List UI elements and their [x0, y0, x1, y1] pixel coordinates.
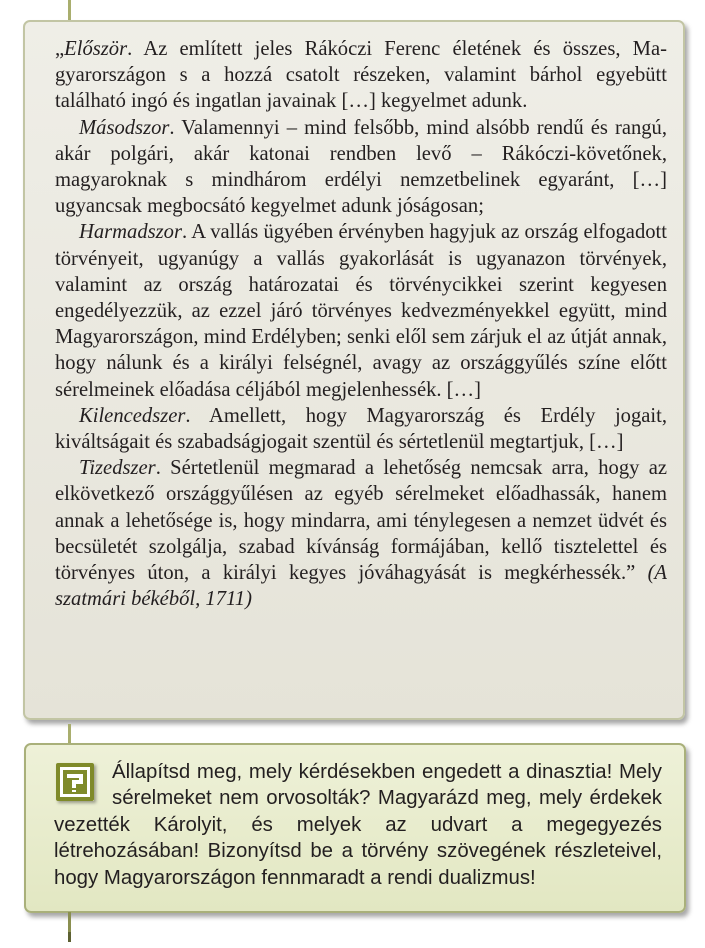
quote-text-5: . Sértetlenül megmarad a lehetőség nemcsak arra, hogy az elkövetkező országgyűlésen az egyéb sérelmeket előadhassák, hanem annak a lehetősége is, hogy mindarra, ami ténylegesen a nemzet üdvét és becsületét szolgálja, szabad kívánság formájában, kellő tisztelettel és törvényes úton, a királyi kegyes jóváhagyását is megkérhessék.” — [55, 457, 667, 585]
quote-paragraph-5 — [55, 455, 667, 612]
quote-text-1: . Az említett jeles Rákóczi Ferenc életének és összes, Magyarországon s a hozzá csatolt részeken, valamint bárhol egyebütt található ingó és ingatlan javainak […] kegyelmet adunk. — [55, 38, 667, 113]
quote-text-3: . A vallás ügyében érvényben hagyjuk az ország elfogadott törvényeit, ugyanúgy a vallás gyakorlását is ugyanazon törvények, valamint az ország határozatai és törvénycikkei szerint kegyesen engedélyezzük, az ezzel járó törvényes kedvezményekkel együtt, mind Magyarországon, mind Erdélyben; senki elől sem zárjuk el az útját annak, hogy nálunk és a királyi felségnél, avagy az országgyűlés színe előtt sérelmeinek előadása céljából megjelenhessék. […] — [55, 221, 667, 401]
quote-label-4: Kilencedszer — [79, 404, 186, 427]
quote-label-2: Másodszor — [79, 116, 170, 139]
quote-text-4: . Amellett, hogy Magyarország és Erdély jogait, kiváltságait és szabadságjogait szentül és sértetlenül megtartjuk, […] — [55, 404, 667, 454]
quote-source: (A szatmári békéből, 1711) — [55, 562, 667, 611]
quote-paragraph-4 — [55, 403, 667, 455]
question-icon — [56, 763, 94, 801]
quote-paragraph-3 — [55, 219, 667, 402]
source-quote-box — [23, 20, 685, 720]
quote-text-2: . Valamennyi – mind felsőbb, mind alsóbb rendű és rangú, akár polgári, akár katonai rendben levő – Rákóczi-követőnek, magyaroknak s mindhárom erdélyi nemzetbelinek egyaránt, […] ugyancsak megbocsátó kegyelmet adunk jóságosan; — [55, 116, 667, 218]
quote-paragraph-1: „Először. Az említett jeles Rákóczi Ferenc életének és összes, Magyarországon s a hozzá csatolt részeken, valamint bárhol egyebütt található ingó és ingatlan javainak […] kegyelmet adunk. — [55, 38, 667, 113]
quote-label-3: Harmadszor — [79, 221, 182, 244]
quote-label-1: Először — [64, 38, 128, 60]
quote-label-5: Tizedszer — [79, 457, 156, 480]
margin-line-top — [68, 0, 71, 22]
margin-line-bottom — [68, 912, 71, 942]
quote-paragraph-2 — [55, 115, 667, 220]
question-text: Állapítsd meg, mely kérdésekben engedett a dinasztia! Mely sérelmeket nem orvosolták? Magyarázd meg, mely érdekek vezették Károlyit, és melyek az udvart a megegyezés létrehozásában! Bizonyítsd be a törvény szövegének részleteivel, hogy Magyarországon fennmaradt a rendi dualizmus! — [54, 761, 662, 889]
question-box — [24, 743, 686, 913]
